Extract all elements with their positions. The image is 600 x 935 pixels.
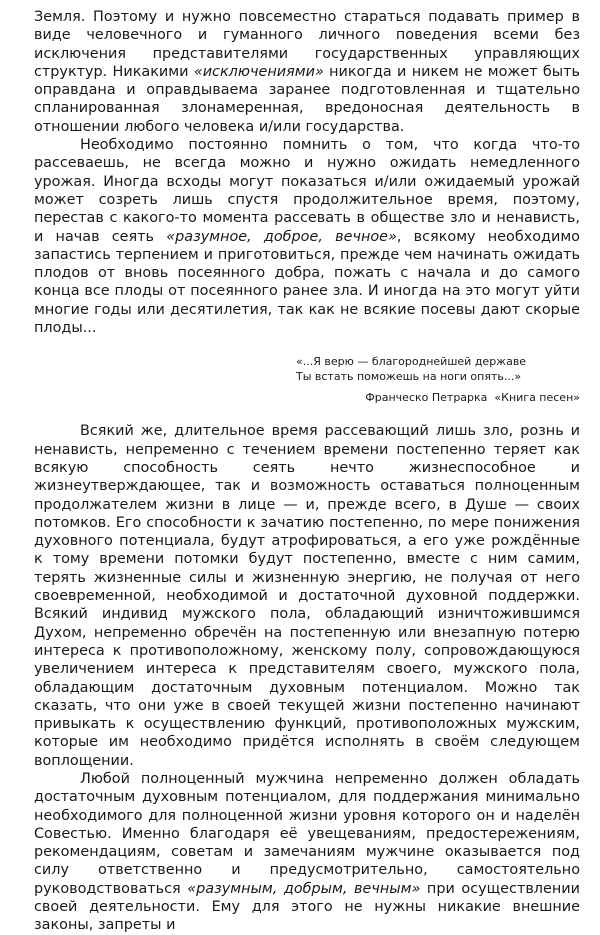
- paragraph-2-text-a: Необходимо постоянно помнить о том, что когда что-то рассеваешь, не всегда можно и нужно ожидать немедленного урожая. Иногда всходы могут показаться и/или ожидаемый урожай может созреть лишь спустя продолжительное время, поэтому, перестав с какого-то момента рассевать в обществе зло и ненависть, и начав сеять: [34, 137, 580, 245]
- paragraph-2: [34, 136, 580, 337]
- paragraph-1-text-a: Земля. Поэтому и нужно повсеместно стараться подавать пример в виде человечного и гуманного личного поведения всеми без исключения представителями государственных управляющих структур. Никакими: [34, 9, 580, 80]
- epigraph-attribution: [34, 390, 580, 405]
- paragraph-1-text-b: никогда и никем не может быть оправдана и оправдываема заранее подготовленная и тщательно спланированная злонамеренная, вредоносная деятельность в отношении любого человека и/или государства.: [34, 63, 580, 135]
- paragraph-4-emphasis: «разумным, добрым, вечным»: [187, 880, 421, 897]
- paragraph-4: [34, 770, 580, 935]
- paragraph-4-text-a: Любой полноценный мужчина непременно должен обладать достаточным духовным потенциалом, для поддержания минимально необходимого для полноценной жизни уровня которого он и наделён Совестью. Именно благодаря её увещеваниям, предостережениям, рекомендациям, советам и замечаниям мужчине оказывается под силу ответственно и предусмотрительно, самостоятельно руководствоваться: [34, 770, 580, 897]
- paragraph-1-emphasis: «исключениями»: [193, 63, 324, 80]
- paragraph-2-text-b: , всякому необходимо запастись терпением и приготовиться, прежде чем начинать ожидать плодов от вновь посеянного добра, пожать с начала и до самого конца все плоды от посеянного ранее зла. И иногда на это могут уйти многие годы или десятилетия, так как не всякие посевы дают скорые плоды...: [34, 228, 580, 337]
- epigraph: [296, 354, 580, 384]
- epigraph-source: «Книга песен»: [494, 391, 580, 405]
- paragraph-4-text-b: при осуществлении своей деятельности. Ему для этого не нужны никакие внешние законы, запреты и: [34, 880, 580, 934]
- paragraph-1: [34, 8, 580, 136]
- epigraph-line-2: Ты встать поможешь на ноги опять...»: [296, 370, 522, 384]
- paragraph-2-emphasis: «разумное, доброе, вечное»: [166, 228, 397, 245]
- paragraph-3: Всякий же, длительное время рассевающий лишь зло, рознь и ненависть, непременно с течением времени постепенно теряет как всякую способность сеять нечто жизнеспособное и жизнеутверждающее, так и возможность оставаться полноценным продолжателем жизни в лице — и, прежде всего, в Душе — своих потомков. Его способности к зачатию постепенно, по мере понижения духовного потенциала, будут атрофироваться, а его уже рождённые к тому времени потомки будут постепенно, вместе с ним самим, терять жизненные силы и жизненную энергию, не получая от него своевременной, необходимой и достаточной духовной поддержки. Всякий индивид мужского пола, обладающий изничтожившимся Духом, непременно обречён на постепенную или внезапную потерю интереса к противоположному, женскому полу, сопровождающуюся увеличением интереса к представителям своего, мужского пола, обладающим достаточным духовным потенциалом. Можно так сказать, что они уже в своей текущей жизни постепенно начинают привыкать к осуществлению функций, противоположных мужским, которые им необходимо придётся исполнять в своём следующем воплощении.: [34, 423, 580, 769]
- epigraph-line-1: «...Я верю — благороднейшей державе: [296, 355, 527, 369]
- epigraph-author: Франческо Петрарка: [365, 391, 488, 405]
